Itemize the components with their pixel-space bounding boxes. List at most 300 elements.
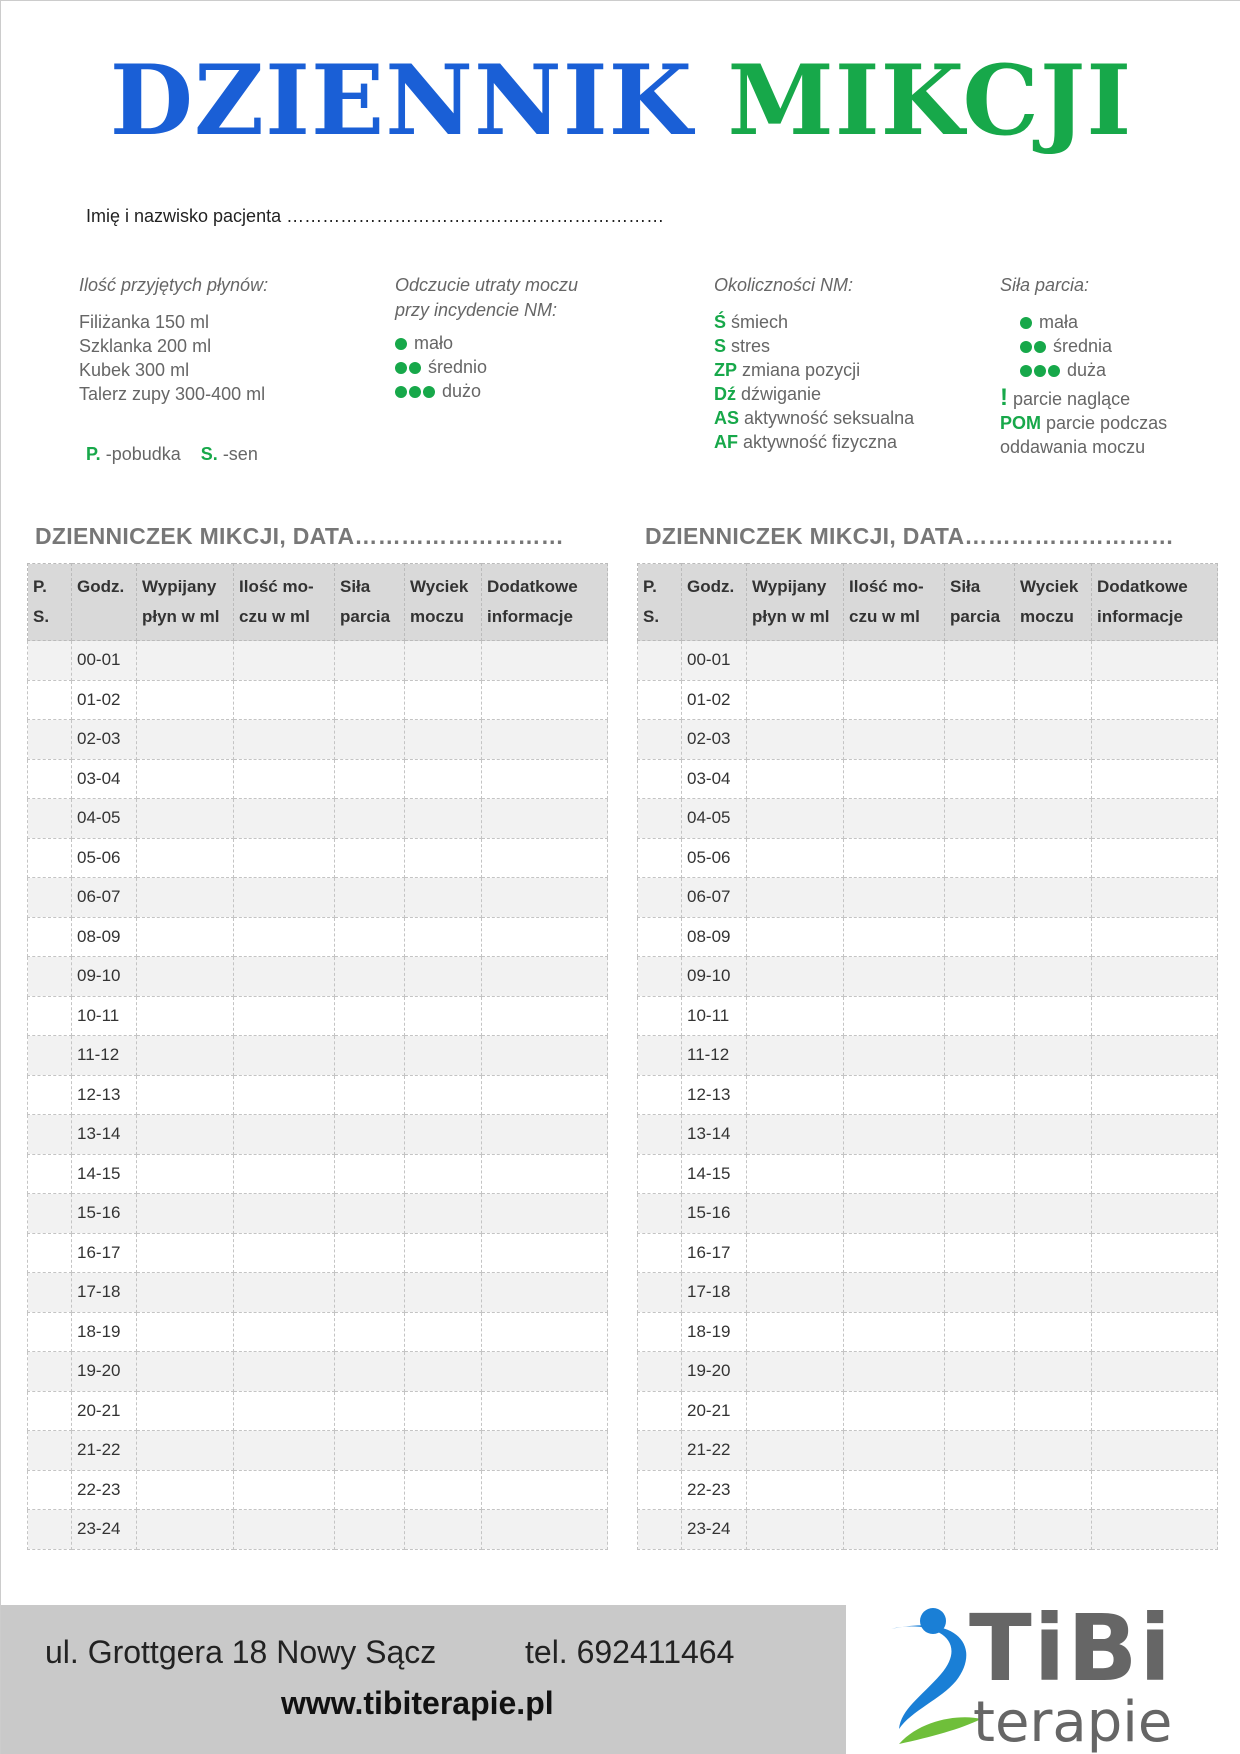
entry-cell[interactable] [638,720,682,760]
entry-cell[interactable] [137,1154,234,1194]
entry-cell[interactable] [482,1115,608,1155]
entry-cell[interactable] [638,917,682,957]
entry-cell[interactable] [1015,917,1092,957]
entry-cell[interactable] [482,680,608,720]
entry-cell[interactable] [234,1115,335,1155]
entry-cell[interactable] [945,1194,1015,1234]
entry-cell[interactable] [482,878,608,918]
entry-cell[interactable] [844,917,945,957]
entry-cell[interactable] [405,1273,482,1313]
entry-cell[interactable] [137,957,234,997]
entry-cell[interactable] [335,996,405,1036]
entry-cell[interactable] [638,1154,682,1194]
entry-cell[interactable] [945,1510,1015,1550]
entry-cell[interactable] [945,957,1015,997]
entry-cell[interactable] [335,1194,405,1234]
entry-cell[interactable] [844,799,945,839]
entry-cell[interactable] [638,1352,682,1392]
entry-cell[interactable] [638,1510,682,1550]
entry-cell[interactable] [1015,1431,1092,1471]
entry-cell[interactable] [844,838,945,878]
entry-cell[interactable] [844,1510,945,1550]
entry-cell[interactable] [747,917,844,957]
entry-cell[interactable] [335,1510,405,1550]
entry-cell[interactable] [844,1233,945,1273]
entry-cell[interactable] [638,1075,682,1115]
entry-cell[interactable] [844,1036,945,1076]
entry-cell[interactable] [844,1194,945,1234]
entry-cell[interactable] [1015,1352,1092,1392]
entry-cell[interactable] [137,838,234,878]
entry-cell[interactable] [747,1036,844,1076]
entry-cell[interactable] [945,641,1015,681]
entry-cell[interactable] [482,799,608,839]
entry-cell[interactable] [234,1352,335,1392]
entry-cell[interactable] [335,720,405,760]
entry-cell[interactable] [1092,1036,1218,1076]
entry-cell[interactable] [28,1352,72,1392]
entry-cell[interactable] [1092,680,1218,720]
entry-cell[interactable] [28,878,72,918]
entry-cell[interactable] [234,1036,335,1076]
entry-cell[interactable] [28,1115,72,1155]
entry-cell[interactable] [482,1154,608,1194]
entry-cell[interactable] [1092,878,1218,918]
entry-cell[interactable] [405,641,482,681]
entry-cell[interactable] [234,878,335,918]
entry-cell[interactable] [137,1312,234,1352]
entry-cell[interactable] [28,996,72,1036]
entry-cell[interactable] [844,996,945,1036]
entry-cell[interactable] [335,1391,405,1431]
entry-cell[interactable] [844,1352,945,1392]
entry-cell[interactable] [945,680,1015,720]
entry-cell[interactable] [405,1233,482,1273]
entry-cell[interactable] [28,1233,72,1273]
entry-cell[interactable] [28,680,72,720]
entry-cell[interactable] [137,1391,234,1431]
entry-cell[interactable] [482,759,608,799]
entry-cell[interactable] [1092,1115,1218,1155]
entry-cell[interactable] [638,996,682,1036]
entry-cell[interactable] [335,799,405,839]
entry-cell[interactable] [1015,1391,1092,1431]
entry-cell[interactable] [405,1470,482,1510]
entry-cell[interactable] [747,1233,844,1273]
column-header-line: płyn w ml [142,607,220,626]
entry-cell[interactable] [638,1391,682,1431]
entry-cell[interactable] [335,759,405,799]
diary-title-right[interactable]: DZIENNICZEK MIKCJI, DATA……………………… [645,523,1175,549]
entry-cell[interactable] [747,1470,844,1510]
entry-cell[interactable] [137,759,234,799]
entry-cell[interactable] [1092,1352,1218,1392]
entry-cell[interactable] [945,1075,1015,1115]
entry-cell[interactable] [747,1391,844,1431]
entry-cell[interactable] [482,1391,608,1431]
entry-cell[interactable] [28,799,72,839]
entry-cell[interactable] [1015,641,1092,681]
entry-cell[interactable] [638,1233,682,1273]
entry-cell[interactable] [405,1194,482,1234]
entry-cell[interactable] [137,1233,234,1273]
entry-cell[interactable] [137,1510,234,1550]
entry-cell[interactable] [1092,917,1218,957]
entry-cell[interactable] [234,1075,335,1115]
entry-cell[interactable] [747,878,844,918]
entry-cell[interactable] [844,641,945,681]
entry-cell[interactable] [137,878,234,918]
entry-cell[interactable] [945,1273,1015,1313]
entry-cell[interactable] [335,680,405,720]
entry-cell[interactable] [1015,1312,1092,1352]
entry-cell[interactable] [945,1431,1015,1471]
entry-cell[interactable] [638,1036,682,1076]
entry-cell[interactable] [482,1312,608,1352]
entry-cell[interactable] [405,1391,482,1431]
entry-cell[interactable] [234,1194,335,1234]
entry-cell[interactable] [1015,1194,1092,1234]
entry-cell[interactable] [28,720,72,760]
entry-cell[interactable] [234,680,335,720]
entry-cell[interactable] [234,641,335,681]
entry-cell[interactable] [844,1115,945,1155]
entry-cell[interactable] [482,1352,608,1392]
entry-cell[interactable] [335,1273,405,1313]
entry-cell[interactable] [1015,680,1092,720]
entry-cell[interactable] [1092,1470,1218,1510]
entry-cell[interactable] [747,838,844,878]
entry-cell[interactable] [405,1036,482,1076]
entry-cell[interactable] [747,1312,844,1352]
entry-cell[interactable] [405,759,482,799]
entry-cell[interactable] [638,1470,682,1510]
entry-cell[interactable] [1092,1154,1218,1194]
entry-cell[interactable] [1092,1233,1218,1273]
entry-cell[interactable] [335,1115,405,1155]
entry-cell[interactable] [638,1273,682,1313]
column-header [234,564,335,641]
entry-cell[interactable] [844,1431,945,1471]
entry-cell[interactable] [638,838,682,878]
entry-cell[interactable] [747,1352,844,1392]
entry-cell[interactable] [137,1352,234,1392]
entry-cell[interactable] [28,1194,72,1234]
entry-cell[interactable] [335,917,405,957]
entry-cell[interactable] [28,1154,72,1194]
entry-cell[interactable] [747,957,844,997]
entry-cell[interactable] [747,720,844,760]
entry-cell[interactable] [137,641,234,681]
entry-cell[interactable] [137,1036,234,1076]
entry-cell[interactable] [1015,996,1092,1036]
entry-cell[interactable] [638,1431,682,1471]
entry-cell[interactable] [638,799,682,839]
entry-cell[interactable] [1092,759,1218,799]
entry-cell[interactable] [28,1391,72,1431]
entry-cell[interactable] [335,641,405,681]
entry-cell[interactable] [335,1075,405,1115]
entry-cell[interactable] [945,1233,1015,1273]
entry-cell[interactable] [747,1075,844,1115]
entry-cell[interactable] [844,1273,945,1313]
entry-cell[interactable] [137,1194,234,1234]
entry-cell[interactable] [1092,996,1218,1036]
entry-cell[interactable] [28,1510,72,1550]
entry-cell[interactable] [482,1194,608,1234]
entry-cell[interactable] [638,680,682,720]
entry-cell[interactable] [335,1233,405,1273]
entry-cell[interactable] [482,1273,608,1313]
entry-cell[interactable] [28,1312,72,1352]
entry-cell[interactable] [1015,1115,1092,1155]
hour-cell: 05-06 [682,838,747,878]
entry-cell[interactable] [638,1115,682,1155]
entry-cell[interactable] [28,641,72,681]
footer-website-link[interactable]: www.tibiterapie.pl [281,1685,554,1721]
entry-cell[interactable] [1092,838,1218,878]
footer-phone[interactable]: tel. 692411464 [525,1634,735,1670]
dot-icon [409,386,421,398]
entry-cell[interactable] [405,996,482,1036]
entry-cell[interactable] [945,1470,1015,1510]
entry-cell[interactable] [482,1036,608,1076]
entry-cell[interactable] [482,1431,608,1471]
diary-title-left[interactable]: DZIENNICZEK MIKCJI, DATA……………………… [35,523,565,549]
entry-cell[interactable] [747,641,844,681]
entry-cell[interactable] [405,720,482,760]
entry-cell[interactable] [234,1233,335,1273]
entry-cell[interactable] [482,957,608,997]
entry-cell[interactable] [137,799,234,839]
entry-cell[interactable] [234,799,335,839]
entry-cell[interactable] [747,996,844,1036]
table-row [638,1154,1218,1194]
entry-cell[interactable] [945,1115,1015,1155]
entry-cell[interactable] [747,1510,844,1550]
entry-cell[interactable] [945,720,1015,760]
entry-cell[interactable] [335,957,405,997]
patient-name-field[interactable]: Imię i nazwisko pacjenta ……………………………………………………… [86,206,665,226]
entry-cell[interactable] [234,1431,335,1471]
entry-cell[interactable] [234,917,335,957]
entry-cell[interactable] [1015,720,1092,760]
entry-cell[interactable] [945,799,1015,839]
entry-cell[interactable] [28,838,72,878]
entry-cell[interactable] [945,1391,1015,1431]
entry-cell[interactable] [137,1273,234,1313]
column-header-line: Wyciek [1020,577,1079,596]
entry-cell[interactable] [747,1431,844,1471]
table-row [28,1233,608,1273]
entry-cell[interactable] [335,1470,405,1510]
entry-cell[interactable] [137,1115,234,1155]
entry-cell[interactable] [1092,1075,1218,1115]
entry-cell[interactable] [945,1352,1015,1392]
entry-cell[interactable] [405,1154,482,1194]
entry-cell[interactable] [28,1470,72,1510]
entry-cell[interactable] [844,1470,945,1510]
entry-cell[interactable] [28,1273,72,1313]
entry-cell[interactable] [844,1391,945,1431]
entry-cell[interactable] [945,1154,1015,1194]
entry-cell[interactable] [482,720,608,760]
entry-cell[interactable] [844,720,945,760]
entry-cell[interactable] [1015,1036,1092,1076]
entry-cell[interactable] [747,1194,844,1234]
entry-cell[interactable] [1015,1233,1092,1273]
hour-cell: 00-01 [682,641,747,681]
entry-cell[interactable] [234,1391,335,1431]
entry-cell[interactable] [405,1352,482,1392]
entry-cell[interactable] [638,957,682,997]
circumstance-text: aktywność seksualna [744,408,915,428]
entry-cell[interactable] [482,917,608,957]
entry-cell[interactable] [137,1431,234,1471]
entry-cell[interactable] [945,759,1015,799]
entry-cell[interactable] [234,720,335,760]
entry-cell[interactable] [1015,799,1092,839]
entry-cell[interactable] [1092,1194,1218,1234]
entry-cell[interactable] [844,680,945,720]
entry-cell[interactable] [234,1154,335,1194]
entry-cell[interactable] [844,1154,945,1194]
entry-cell[interactable] [844,878,945,918]
entry-cell[interactable] [945,1312,1015,1352]
entry-cell[interactable] [638,1312,682,1352]
entry-cell[interactable] [747,680,844,720]
circumstance-text: śmiech [731,312,789,332]
entry-cell[interactable] [335,878,405,918]
entry-cell[interactable] [28,1036,72,1076]
entry-cell[interactable] [747,799,844,839]
entry-cell[interactable] [1092,799,1218,839]
entry-cell[interactable] [1015,759,1092,799]
entry-cell[interactable] [844,1312,945,1352]
entry-cell[interactable] [335,1036,405,1076]
entry-cell[interactable] [945,996,1015,1036]
entry-cell[interactable] [137,1470,234,1510]
sleep-text: -sen [222,444,258,464]
entry-cell[interactable] [1015,957,1092,997]
entry-cell[interactable] [1092,720,1218,760]
entry-cell[interactable] [482,996,608,1036]
entry-cell[interactable] [405,838,482,878]
entry-cell[interactable] [482,1075,608,1115]
entry-cell[interactable] [405,799,482,839]
entry-cell[interactable] [234,1273,335,1313]
entry-cell[interactable] [945,917,1015,957]
entry-cell[interactable] [234,1470,335,1510]
entry-cell[interactable] [844,957,945,997]
circumstance-code: S [714,336,727,356]
entry-cell[interactable] [945,838,1015,878]
column-header-line: informacje [487,607,573,626]
table-row [638,1470,1218,1510]
entry-cell[interactable] [945,878,1015,918]
hour-cell: 18-19 [72,1312,137,1352]
entry-cell[interactable] [335,1154,405,1194]
entry-cell[interactable] [234,1510,335,1550]
entry-cell[interactable] [28,1431,72,1471]
entry-cell[interactable] [1092,1312,1218,1352]
entry-cell[interactable] [1015,1075,1092,1115]
entry-cell[interactable] [638,641,682,681]
entry-cell[interactable] [405,917,482,957]
entry-cell[interactable] [405,680,482,720]
entry-cell[interactable] [28,759,72,799]
legend-loss-label: mało [414,333,454,353]
entry-cell[interactable] [482,1470,608,1510]
entry-cell[interactable] [405,957,482,997]
entry-cell[interactable] [1015,838,1092,878]
entry-cell[interactable] [405,1431,482,1471]
entry-cell[interactable] [137,996,234,1036]
entry-cell[interactable] [638,878,682,918]
entry-cell[interactable] [405,1075,482,1115]
entry-cell[interactable] [844,1075,945,1115]
entry-cell[interactable] [234,1312,335,1352]
column-header [638,564,682,641]
entry-cell[interactable] [405,878,482,918]
entry-cell[interactable] [137,1075,234,1115]
entry-cell[interactable] [28,957,72,997]
entry-cell[interactable] [137,917,234,957]
entry-cell[interactable] [335,1312,405,1352]
entry-cell[interactable] [335,1431,405,1471]
entry-cell[interactable] [1092,641,1218,681]
entry-cell[interactable] [638,1194,682,1234]
entry-cell[interactable] [482,838,608,878]
dot-icon [1048,365,1060,377]
entry-cell[interactable] [638,759,682,799]
entry-cell[interactable] [1092,1510,1218,1550]
entry-cell[interactable] [405,1510,482,1550]
entry-cell[interactable] [1092,1391,1218,1431]
entry-cell[interactable] [234,759,335,799]
entry-cell[interactable] [1015,878,1092,918]
entry-cell[interactable] [747,1154,844,1194]
entry-cell[interactable] [335,1352,405,1392]
entry-cell[interactable] [747,1115,844,1155]
entry-cell[interactable] [234,838,335,878]
entry-cell[interactable] [1015,1470,1092,1510]
entry-cell[interactable] [28,1075,72,1115]
entry-cell[interactable] [405,1312,482,1352]
entry-cell[interactable] [945,1036,1015,1076]
entry-cell[interactable] [137,680,234,720]
entry-cell[interactable] [747,759,844,799]
hour-cell: 13-14 [682,1115,747,1155]
entry-cell[interactable] [1092,957,1218,997]
entry-cell[interactable] [482,641,608,681]
entry-cell[interactable] [1015,1510,1092,1550]
entry-cell[interactable] [234,996,335,1036]
entry-cell[interactable] [1092,1431,1218,1471]
entry-cell[interactable] [234,957,335,997]
entry-cell[interactable] [747,1273,844,1313]
entry-cell[interactable] [1092,1273,1218,1313]
entry-cell[interactable] [844,759,945,799]
entry-cell[interactable] [137,720,234,760]
entry-cell[interactable] [405,1115,482,1155]
entry-cell[interactable] [482,1510,608,1550]
entry-cell[interactable] [335,838,405,878]
entry-cell[interactable] [1015,1154,1092,1194]
entry-cell[interactable] [28,917,72,957]
entry-cell[interactable] [1015,1273,1092,1313]
entry-cell[interactable] [482,1233,608,1273]
